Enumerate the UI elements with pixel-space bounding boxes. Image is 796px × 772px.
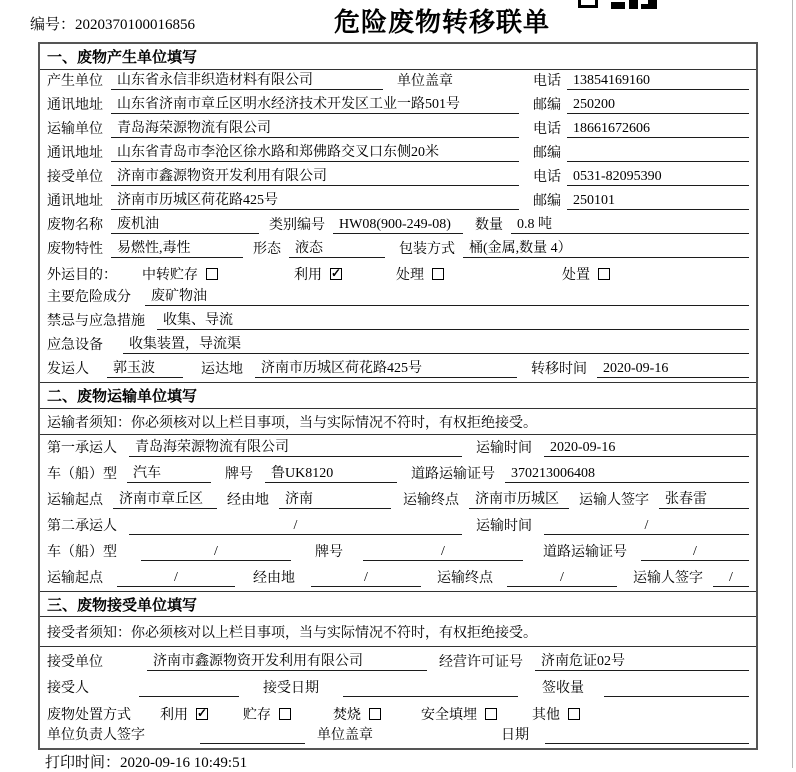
transfer-form xyxy=(38,42,758,750)
route2-start-value: / xyxy=(117,570,235,587)
route2-end-label: 运输终点 xyxy=(437,571,493,586)
row-waste-character xyxy=(40,238,756,262)
row-transporter xyxy=(40,118,756,142)
dest-value: 济南市历城区荷花路425号 xyxy=(255,357,517,378)
row-responsible-sign xyxy=(40,726,756,748)
accept-date-label: 接受日期 xyxy=(263,681,319,696)
disposal-store-checkbox[interactable] xyxy=(279,708,291,720)
business-license-label: 经营许可证号 xyxy=(439,655,523,670)
carrier1-time-value: 2020-09-16 xyxy=(544,440,749,457)
row-waste-name xyxy=(40,214,756,238)
pack-label: 包装方式 xyxy=(399,242,455,257)
doc-number xyxy=(30,13,195,34)
carrier2-time-value: / xyxy=(544,518,749,535)
receipt-qty-value xyxy=(604,696,749,697)
transporter-value: 青岛海荣源物流有限公司 xyxy=(111,117,519,138)
plate1-value: 鲁UK8120 xyxy=(265,462,397,483)
unit-seal-label: 单位盖章 xyxy=(317,728,373,743)
row-acceptor xyxy=(40,675,756,701)
vehicle1-value: 汽车 xyxy=(127,462,211,483)
producer-tel-label: 电话 xyxy=(533,74,561,89)
transporter-tel-label: 电话 xyxy=(533,122,561,137)
taboo-value: 收集、导流 xyxy=(157,309,749,330)
row-route1 xyxy=(40,487,756,513)
disposal-option-landfill-label: 安全填埋 xyxy=(421,707,477,723)
purpose-option-dispose-label: 处置 xyxy=(562,268,590,283)
row-disposal xyxy=(40,701,756,726)
receiver-tel-value: 0531-82095390 xyxy=(567,169,749,186)
print-time-value: 2020-09-16 10:49:51 xyxy=(120,755,248,771)
row-receiver xyxy=(40,166,756,190)
transporter-zip-value xyxy=(567,161,749,162)
doc-number-value: 2020370100016856 xyxy=(75,17,196,33)
road-license1-value: 370213006408 xyxy=(505,466,749,483)
row-route2 xyxy=(40,565,756,591)
route2-sign-label: 运输人签字 xyxy=(633,571,703,586)
route2-via-value: / xyxy=(311,570,421,587)
responsible-sign-label: 单位负责人签字 xyxy=(47,728,145,743)
carrier2-label: 第二承运人 xyxy=(47,519,117,534)
section-3-title: 三、废物接受单位填写 xyxy=(40,591,756,617)
purpose-option-use xyxy=(294,264,342,284)
transporter-addr-label: 通讯地址 xyxy=(47,146,103,161)
qr-position-marker xyxy=(578,0,598,8)
row-transporter-address xyxy=(40,142,756,166)
row-dispatch xyxy=(40,358,756,382)
purpose-option-transfer xyxy=(142,264,218,284)
taboo-label: 禁忌与应急措施 xyxy=(47,314,145,329)
window-edge-line xyxy=(792,0,793,768)
disposal-use-checkbox[interactable] xyxy=(196,708,208,720)
receipt-qty-label: 签收量 xyxy=(542,681,584,696)
road-license1-label: 道路运输证号 xyxy=(411,467,495,482)
purpose-option-treat-label: 处理 xyxy=(396,268,424,283)
producer-zip-label: 邮编 xyxy=(533,98,561,113)
hazard-value: 废矿物油 xyxy=(145,285,749,306)
row-equipment xyxy=(40,334,756,358)
row-carrier2 xyxy=(40,513,756,539)
receiver-addr-label: 通讯地址 xyxy=(47,194,103,209)
route1-end-value: 济南市历城区 xyxy=(469,488,569,509)
disposal-option-other xyxy=(532,704,580,724)
print-time xyxy=(45,751,247,772)
disposal-option-store xyxy=(243,704,291,724)
waste-qty-value: 0.8 吨 xyxy=(511,213,749,234)
transfer-time-label: 转移时间 xyxy=(531,362,587,377)
receiver-label: 接受单位 xyxy=(47,170,103,185)
seal-label: 单位盖章 xyxy=(397,74,453,89)
disposal-option-landfill xyxy=(421,704,497,724)
row-producer-address xyxy=(40,94,756,118)
sign-date-value xyxy=(545,743,749,744)
row-producer xyxy=(40,70,756,94)
carrier1-value: 青岛海荣源物流有限公司 xyxy=(129,436,462,457)
route2-sign-value: / xyxy=(713,570,749,587)
producer-addr-label: 通讯地址 xyxy=(47,98,103,113)
disposal-landfill-checkbox[interactable] xyxy=(485,708,497,720)
receiver-tel-label: 电话 xyxy=(533,170,561,185)
waste-cat-value: HW08(900-249-08) xyxy=(333,217,463,234)
accept-unit-value: 济南市鑫源物资开发利用有限公司 xyxy=(147,650,427,671)
row-vehicle1 xyxy=(40,461,756,487)
transfer-time-value: 2020-09-16 xyxy=(597,361,749,378)
receiver-notice: 接受者须知：你必须核对以上栏目事项，当与实际情况不符时，有权拒绝接受。 xyxy=(40,617,756,647)
receiver-zip-value: 250101 xyxy=(567,193,749,210)
dest-label: 运达地 xyxy=(201,362,243,377)
transporter-notice: 运输者须知：你必须核对以上栏目事项，当与实际情况不符时，有权拒绝接受。 xyxy=(40,409,756,435)
purpose-transfer-checkbox[interactable] xyxy=(206,268,218,280)
route1-start-label: 运输起点 xyxy=(47,493,103,508)
route2-start-label: 运输起点 xyxy=(47,571,103,586)
disposal-option-use-label: 利用 xyxy=(160,707,188,723)
plate2-label: 牌号 xyxy=(315,545,343,560)
form-value: 液态 xyxy=(289,237,385,258)
row-receiver-address xyxy=(40,190,756,214)
hazard-label: 主要危险成分 xyxy=(47,290,131,305)
road-license2-value: / xyxy=(641,544,749,561)
road-license2-label: 道路运输证号 xyxy=(543,545,627,560)
carrier2-time-label: 运输时间 xyxy=(476,519,532,534)
transporter-addr-value: 山东省青岛市李沧区徐水路和郑佛路交叉口东侧20米 xyxy=(111,141,519,162)
route2-end-value: / xyxy=(507,570,617,587)
transporter-zip-label: 邮编 xyxy=(533,146,561,161)
producer-tel-value: 13854169160 xyxy=(567,73,749,90)
purpose-option-use-label: 利用 xyxy=(294,268,322,283)
route1-via-label: 经由地 xyxy=(227,493,269,508)
acceptor-label: 接受人 xyxy=(47,681,89,696)
carrier1-label: 第一承运人 xyxy=(47,441,117,456)
waste-cat-label: 类别编号 xyxy=(269,218,325,233)
transporter-tel-value: 18661672606 xyxy=(567,121,749,138)
acceptor-value xyxy=(139,696,239,697)
row-carrier1 xyxy=(40,435,756,461)
character-value: 易燃性,毒性 xyxy=(111,237,243,258)
transporter-label: 运输单位 xyxy=(47,122,103,137)
carrier1-time-label: 运输时间 xyxy=(476,441,532,456)
waste-name-label: 废物名称 xyxy=(47,218,103,233)
row-hazard xyxy=(40,286,756,310)
disposal-other-checkbox[interactable] xyxy=(568,708,580,720)
route1-start-value: 济南市章丘区 xyxy=(113,488,217,509)
disposal-label: 废物处置方式 xyxy=(47,707,131,723)
purpose-label: 外运目的： xyxy=(47,268,117,283)
row-purpose xyxy=(40,262,756,286)
sign-date-label: 日期 xyxy=(501,728,529,743)
plate1-label: 牌号 xyxy=(225,467,253,482)
row-vehicle2 xyxy=(40,539,756,565)
purpose-dispose-checkbox[interactable] xyxy=(598,268,610,280)
producer-value: 山东省永信非织造材料有限公司 xyxy=(111,69,383,90)
equipment-label: 应急设备 xyxy=(47,338,103,353)
producer-addr-value: 山东省济南市章丘区明水经济技术开发区工业一路501号 xyxy=(111,93,519,114)
section-1-title: 一、废物产生单位填写 xyxy=(40,44,756,70)
dispatcher-label: 发运人 xyxy=(47,362,89,377)
route2-via-label: 经由地 xyxy=(253,571,295,586)
receiver-value: 济南市鑫源物资开发利用有限公司 xyxy=(111,165,519,186)
section-2-title: 二、废物运输单位填写 xyxy=(40,382,756,409)
route1-sign-label: 运输人签字 xyxy=(579,493,649,508)
accept-unit-label: 接受单位 xyxy=(47,655,103,670)
character-label: 废物特性 xyxy=(47,242,103,257)
purpose-option-transfer-label: 中转贮存 xyxy=(142,268,198,283)
page-title: 危险废物转移联单 xyxy=(334,8,551,37)
route1-via-value: 济南 xyxy=(279,488,391,509)
disposal-option-burn-label: 焚烧 xyxy=(333,707,361,723)
producer-label: 产生单位 xyxy=(47,74,103,89)
waste-qty-label: 数量 xyxy=(475,218,503,233)
print-time-label: 打印时间： xyxy=(45,755,121,771)
form-label: 形态 xyxy=(253,242,281,257)
disposal-option-use xyxy=(160,704,208,724)
disposal-option-burn xyxy=(333,704,381,724)
purpose-treat-checkbox[interactable] xyxy=(432,268,444,280)
purpose-option-treat xyxy=(396,264,444,284)
receiver-addr-value: 济南市历城区荷花路425号 xyxy=(111,189,519,210)
vehicle2-value: / xyxy=(141,544,291,561)
responsible-sign-value xyxy=(200,743,305,744)
producer-zip-value: 250200 xyxy=(567,97,749,114)
receiver-zip-label: 邮编 xyxy=(533,194,561,209)
waste-name-value: 废机油 xyxy=(111,213,259,234)
doc-number-label: 编号： xyxy=(30,17,76,33)
vehicle2-label: 车（船）型 xyxy=(47,545,117,560)
route1-end-label: 运输终点 xyxy=(403,493,459,508)
disposal-option-store-label: 贮存 xyxy=(243,707,271,723)
business-license-value: 济南危证02号 xyxy=(535,650,749,671)
purpose-use-checkbox[interactable] xyxy=(330,268,342,280)
carrier2-value: / xyxy=(129,518,462,535)
route1-sign-value: 张春雷 xyxy=(659,488,749,509)
vehicle1-label: 车（船）型 xyxy=(47,467,117,482)
row-accept-unit xyxy=(40,647,756,675)
pack-value: 桶(金属,数量 4） xyxy=(463,237,749,258)
disposal-burn-checkbox[interactable] xyxy=(369,708,381,720)
equipment-value: 收集装置，导流渠 xyxy=(123,333,749,354)
purpose-option-dispose xyxy=(562,264,610,284)
accept-date-value xyxy=(343,696,518,697)
dispatcher-value: 郭玉波 xyxy=(107,357,183,378)
row-taboo xyxy=(40,310,756,334)
disposal-option-other-label: 其他 xyxy=(532,707,560,723)
plate2-value: / xyxy=(363,544,523,561)
